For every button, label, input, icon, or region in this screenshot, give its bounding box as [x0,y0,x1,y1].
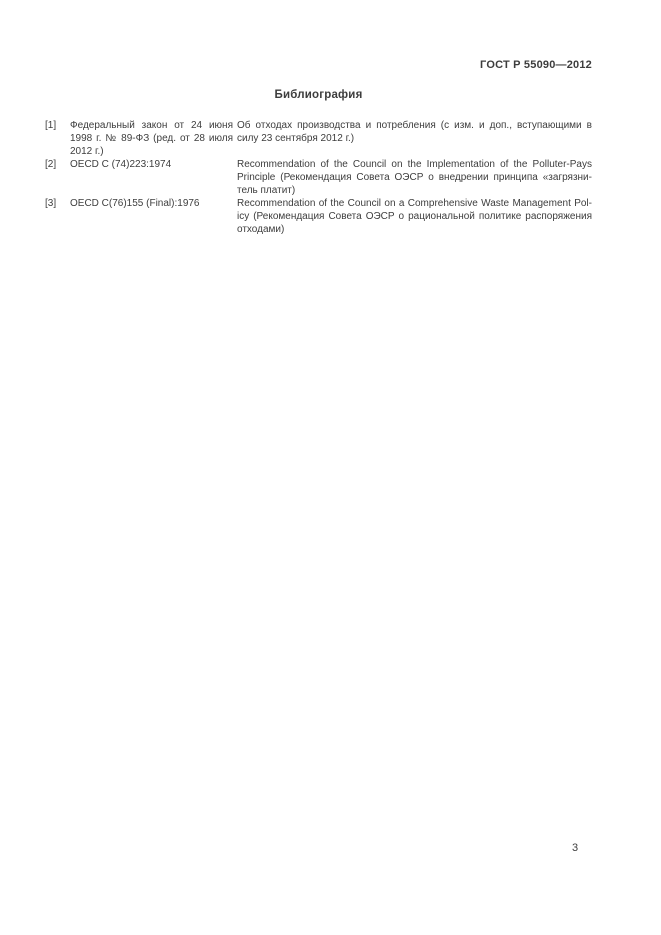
bibliography-entry [45,119,592,158]
entry-description: Recommendation of the Council on the Implementation of the Polluter-Pays Principle (Рекомендация Совета ОЭСР о внедрении принципа «загрязнитель платит) [237,159,592,196]
bibliography-entry [45,197,592,236]
entry-description: Об отходах производства и потребления (с изм. и доп., вступающими в силу 23 сентября 2012 г.) [237,120,592,144]
doc-number: ГОСТ Р 55090—2012 [480,59,592,71]
bibliography-list [45,119,592,236]
entry-source: OECD C (74)223:1974 [70,159,172,170]
section-title: Библиография [274,89,363,101]
page-number: 3 [572,842,579,854]
entry-ref: [1] [45,120,57,131]
entry-ref: [2] [45,159,57,170]
entry-description: Recommendation of the Council on a Comprehensive Waste Management Policy (Рекомендация Совета ОЭСР о рациональной политике распоряжения отходами) [237,198,592,235]
entry-ref: [3] [45,198,57,209]
page-header [45,59,592,72]
entry-source: OECD C(76)155 (Final):1976 [70,198,200,209]
entry-source: Федеральный закон от 24 июня 1998 г. № 89-ФЗ (ред. от 28 июля 2012 г.) [70,120,233,157]
bibliography-entry [45,158,592,197]
